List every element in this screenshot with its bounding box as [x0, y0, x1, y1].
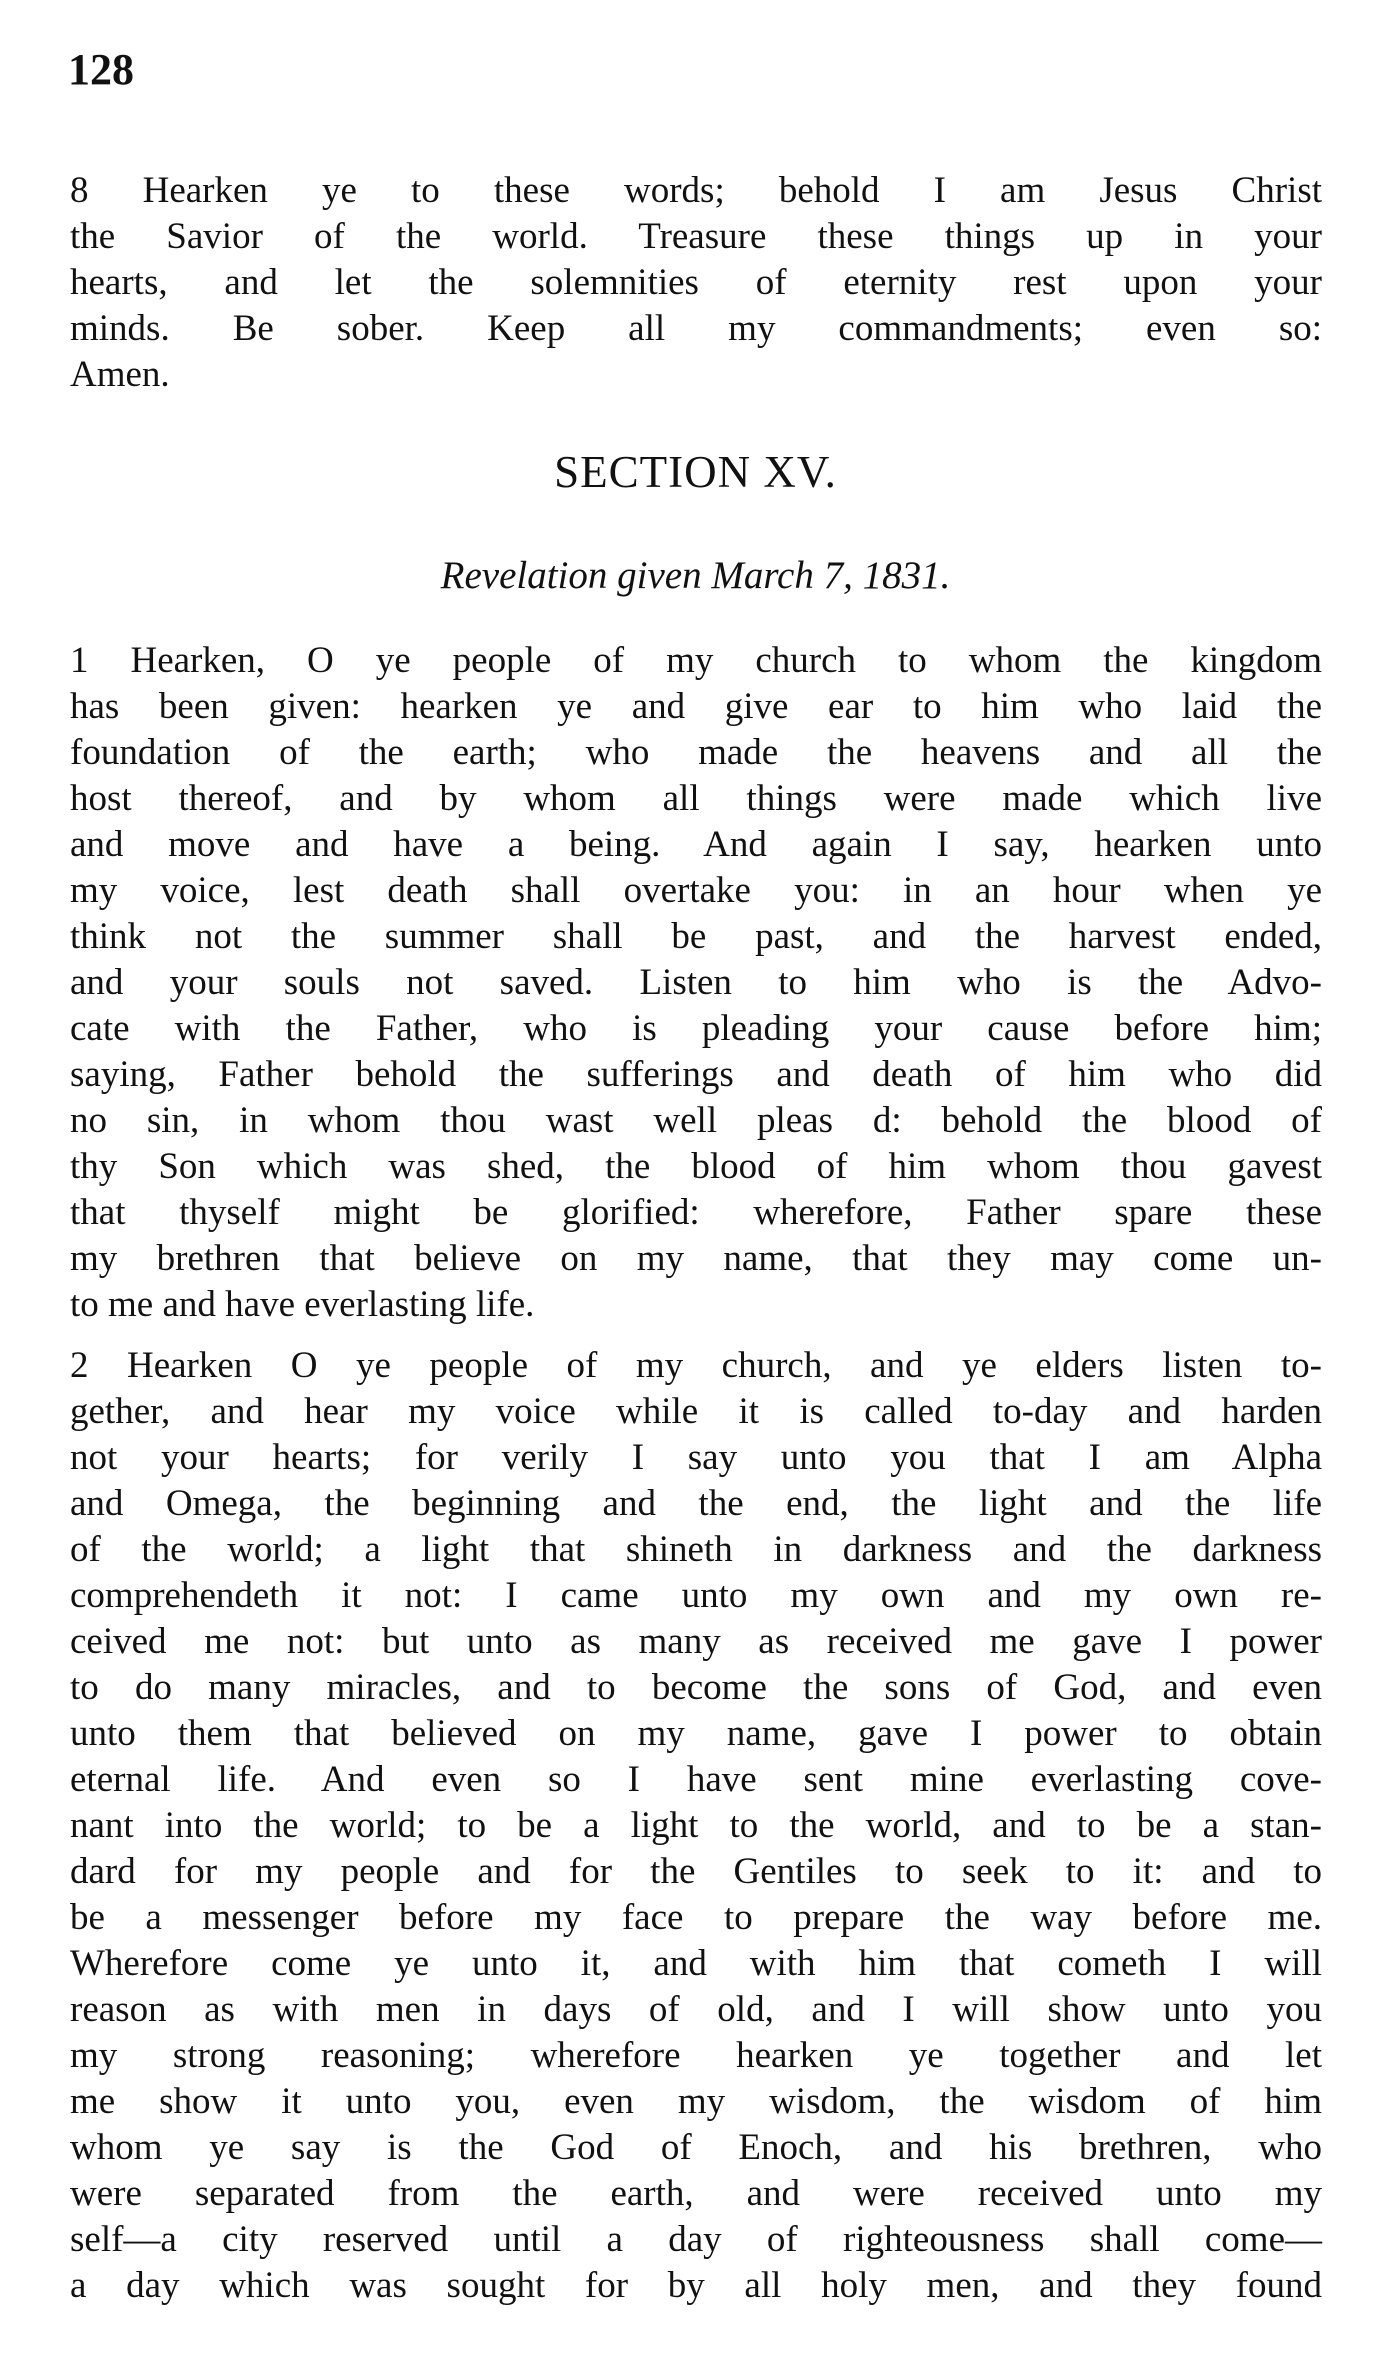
text-line: unto them that believed on my name, gave I power to obtain [70, 1713, 1322, 1754]
text-line: Amen. [70, 354, 170, 395]
text-line: gether, and hear my voice while it is called to-day and harden [70, 1391, 1322, 1432]
text-line: think not the summer shall be past, and the harvest ended, [70, 916, 1322, 957]
text-line: my brethren that believe on my name, that they may come un- [70, 1238, 1322, 1279]
text-line: whom ye say is the God of Enoch, and his brethren, who [70, 2127, 1322, 2168]
text-line: foundation of the earth; who made the heavens and all the [70, 732, 1322, 773]
text-line: to me and have everlasting life. [70, 1284, 535, 1325]
text-line: 1 Hearken, O ye people of my church to whom the kingdom [70, 640, 1322, 681]
text-line: and your souls not saved. Listen to him who is the Advo- [70, 962, 1322, 1003]
text-line: of the world; a light that shineth in darkness and the darkness [70, 1529, 1322, 1570]
verse-2-paragraph [70, 1343, 1322, 2309]
page-number: 128 [68, 45, 134, 94]
text-line: and move and have a being. And again I say, hearken unto [70, 824, 1322, 865]
text-line: be a messenger before my face to prepare the way before me. [70, 1897, 1322, 1938]
text-line: host thereof, and by whom all things were made which live [70, 778, 1322, 819]
text-line: thy Son which was shed, the blood of him whom thou gavest [70, 1146, 1322, 1187]
text-line: nant into the world; to be a light to the world, and to be a stan- [70, 1805, 1322, 1846]
revelation-date-subheading: Revelation given March 7, 1831. [440, 554, 951, 597]
text-line: cate with the Father, who is pleading your cause before him; [70, 1008, 1322, 1049]
section-heading: SECTION XV. [554, 447, 837, 497]
text-line: dard for my people and for the Gentiles to seek to it: and to [70, 1851, 1322, 1892]
text-line: ceived me not: but unto as many as received me gave I power [70, 1621, 1322, 1662]
verse-8-paragraph [70, 168, 1322, 398]
text-line: comprehendeth it not: I came unto my own and my own re- [70, 1575, 1322, 1616]
text-line: 8 Hearken ye to these words; behold I am Jesus Christ [70, 170, 1322, 211]
text-line: has been given: hearken ye and give ear to him who laid the [70, 686, 1322, 727]
verse-1-paragraph [70, 638, 1322, 1328]
text-line: a day which was sought for by all holy men, and they found [70, 2265, 1322, 2306]
text-line: not your hearts; for verily I say unto you that I am Alpha [70, 1437, 1322, 1478]
text-line: my strong reasoning; wherefore hearken ye together and let [70, 2035, 1322, 2076]
text-line: the Savior of the world. Treasure these things up in your [70, 216, 1322, 257]
text-line: Wherefore come ye unto it, and with him that cometh I will [70, 1943, 1322, 1984]
text-line: to do many miracles, and to become the sons of God, and even [70, 1667, 1322, 1708]
text-line: were separated from the earth, and were received unto my [70, 2173, 1322, 2214]
text-line: eternal life. And even so I have sent mine everlasting cove- [70, 1759, 1322, 1800]
text-line: my voice, lest death shall overtake you: in an hour when ye [70, 870, 1322, 911]
text-line: reason as with men in days of old, and I will show unto you [70, 1989, 1322, 2030]
text-line: hearts, and let the solemnities of eternity rest upon your [70, 262, 1322, 303]
text-line: that thyself might be glorified: wherefore, Father spare these [70, 1192, 1322, 1233]
text-line: and Omega, the beginning and the end, the light and the life [70, 1483, 1322, 1524]
text-line: self—a city reserved until a day of righteousness shall come— [70, 2219, 1322, 2260]
text-line: me show it unto you, even my wisdom, the wisdom of him [70, 2081, 1322, 2122]
text-line: 2 Hearken O ye people of my church, and ye elders listen to- [70, 1345, 1322, 1386]
text-line: saying, Father behold the sufferings and death of him who did [70, 1054, 1322, 1095]
text-line: minds. Be sober. Keep all my commandments; even so: [70, 308, 1322, 349]
text-line: no sin, in whom thou wast well pleas d: behold the blood of [70, 1100, 1322, 1141]
